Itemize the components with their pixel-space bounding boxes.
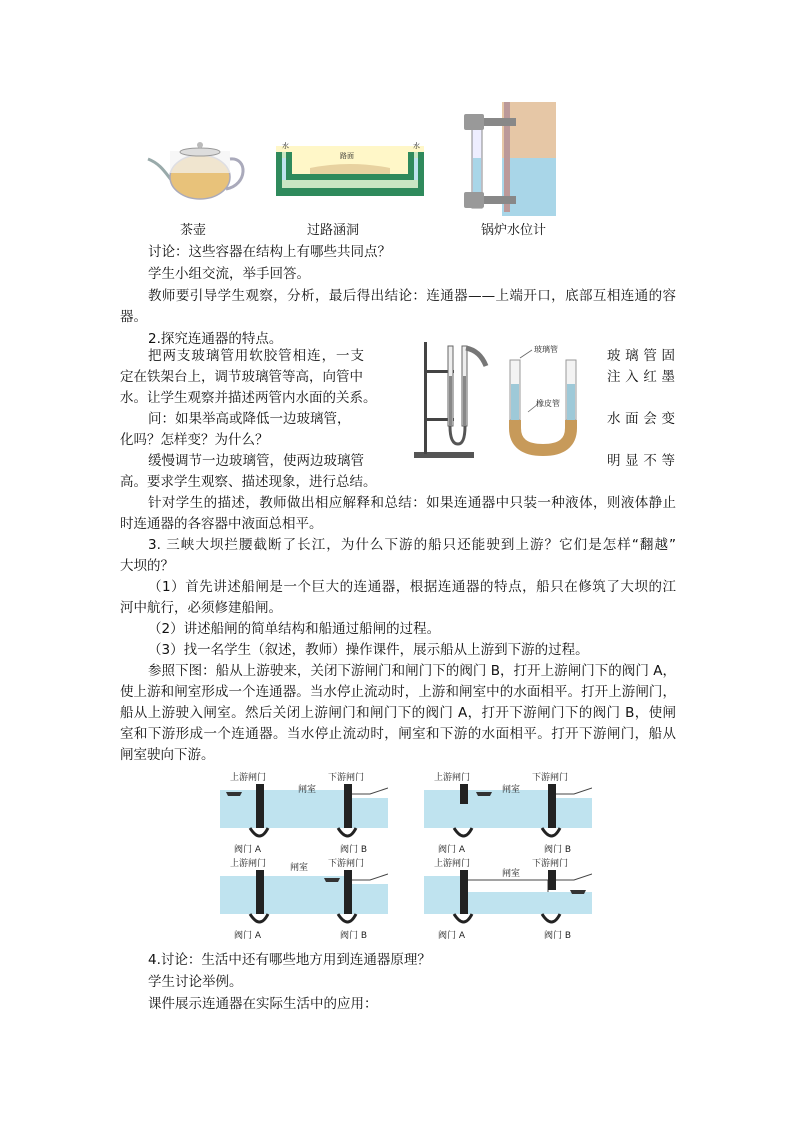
chamber-label: 闸室 <box>298 785 317 795</box>
valve-b-label: 阀门 B <box>340 845 368 855</box>
para-exp-2-right: 注入红墨 <box>607 369 675 385</box>
para-section-4: 4.讨论：生活中还有哪些地方用到连通器原理？ <box>148 952 431 968</box>
upstream-gate-label: 上游闸门 <box>434 773 471 783</box>
boiler-figure <box>464 98 556 216</box>
downstream-gate-label: 下游闸门 <box>328 773 365 783</box>
teapot-figure <box>146 135 250 201</box>
valve-a-label: 阀门 A <box>438 845 466 855</box>
para-item-3: （3）找一名学生（叙述，教师）操作课件，展示船从上游到下游的过程。 <box>148 642 589 658</box>
upstream-gate-label: 上游闸门 <box>230 859 267 869</box>
para-procedure-4: 室和下游形成一个连通器。当水停止流动时，闸室和下游的水面相平。打开下游闸门，船从 <box>120 726 676 742</box>
ship-lock-panel-1 <box>220 770 388 856</box>
boiler-caption: 锅炉水位计 <box>481 223 547 238</box>
para-section-3-1: 3. 三峡大坝拦腰截断了长江，为什么下游的船只还能驶到上游？它们是怎样“翻越” <box>148 537 676 553</box>
para-section-2: 2.探究连通器的特点。 <box>148 331 283 347</box>
para-summary-1: 针对学生的描述，教师做出相应解释和总结：如果连通器中只装一种液体，则液体静止 <box>148 495 676 511</box>
para-discussion: 讨论：这些容器在结构上有哪些共同点？ <box>148 244 391 260</box>
glass-tube-label: 玻璃管 <box>534 345 558 354</box>
valve-a-label: 阀门 A <box>234 931 262 941</box>
para-students: 学生小组交流，举手回答。 <box>148 266 310 282</box>
culvert-figure <box>270 138 430 198</box>
para-section-3-2: 大坝的？ <box>120 558 174 574</box>
para-exp-4: 问：如果举高或降低一边玻璃管， <box>148 411 351 427</box>
rubber-tube-label: 橡皮管 <box>536 399 560 408</box>
para-exp-5: 化吗？怎样变？为什么？ <box>120 432 269 448</box>
upstream-gate-label: 上游闸门 <box>230 773 267 783</box>
para-exp-7: 高。要求学生观察、描述现象，进行总结。 <box>120 474 377 490</box>
para-conclusion-1: 教师要引导学生观察，分析，最后得出结论：连通器——上端开口，底部互相连通的容 <box>148 288 676 304</box>
downstream-gate-label: 下游闸门 <box>328 859 365 869</box>
upstream-gate-label: 上游闸门 <box>434 859 471 869</box>
para-exp-2: 定在铁架台上，调节玻璃管等高，向管中 <box>120 369 363 385</box>
chamber-label: 闸室 <box>502 869 521 879</box>
para-conclusion-2: 器。 <box>120 309 147 325</box>
para-procedure-5: 闸室驶向下游。 <box>120 747 215 763</box>
para-procedure-3: 船从上游驶入闸室。然后关闭上游闸门和闸门下的阀门 A，打开下游闸门下的阀门 B，使闸 <box>120 705 676 721</box>
chamber-label: 闸室 <box>502 785 521 795</box>
downstream-gate-label: 下游闸门 <box>532 859 569 869</box>
valve-a-label: 阀门 A <box>438 931 466 941</box>
stand-apparatus-figure <box>410 336 492 462</box>
para-procedure-2: 使上游和闸室形成一个连通器。当水停止流动时，上游和闸室中的水面相平。打开上游闸门， <box>120 684 676 700</box>
para-exp-1-right: 玻璃管固 <box>607 348 675 364</box>
valve-b-label: 阀门 B <box>544 931 572 941</box>
para-item-1-2: 河中航行，必须修建船闸。 <box>120 600 282 616</box>
para-summary-2: 时连通器的各容器中液面总相平。 <box>120 516 323 532</box>
culvert-water-right-label: 水 <box>413 142 420 150</box>
culvert-water-left-label: 水 <box>282 142 289 150</box>
para-examples: 学生讨论举例。 <box>148 974 243 990</box>
culvert-road-label: 路面 <box>340 152 354 160</box>
u-tube-figure <box>500 340 592 458</box>
para-procedure-1: 参照下图：船从上游驶来，关闭下游闸门和闸门下的阀门 B，打开上游闸门下的阀门 A， <box>148 663 676 679</box>
chamber-label: 闸室 <box>290 863 309 873</box>
para-exp-4-right: 水面会变 <box>607 411 675 427</box>
ship-lock-panel-4 <box>424 856 592 942</box>
para-exp-1: 把两支玻璃管用软胶管相连，一支 <box>148 348 364 364</box>
valve-b-label: 阀门 B <box>544 845 572 855</box>
para-item-1-1: （1）首先讲述船闸是一个巨大的连通器，根据连通器的特点，船只在修筑了大坝的江 <box>148 579 676 595</box>
valve-b-label: 阀门 B <box>340 931 368 941</box>
para-exp-6-right: 明显不等 <box>607 453 675 469</box>
para-exp-6: 缓慢调节一边玻璃管，使两边玻璃管 <box>148 453 364 469</box>
valve-a-label: 阀门 A <box>234 845 262 855</box>
para-item-2: （2）讲述船闸的简单结构和船通过船闸的过程。 <box>148 621 441 637</box>
ship-lock-panel-3 <box>220 856 388 942</box>
para-applications: 课件展示连通器在实际生活中的应用： <box>148 996 378 1012</box>
para-exp-3: 水。让学生观察并描述两管内水面的关系。 <box>120 390 377 406</box>
culvert-caption: 过路涵洞 <box>307 223 360 238</box>
ship-lock-panel-2 <box>424 770 592 856</box>
teapot-caption: 茶壶 <box>180 223 207 238</box>
downstream-gate-label: 下游闸门 <box>532 773 569 783</box>
